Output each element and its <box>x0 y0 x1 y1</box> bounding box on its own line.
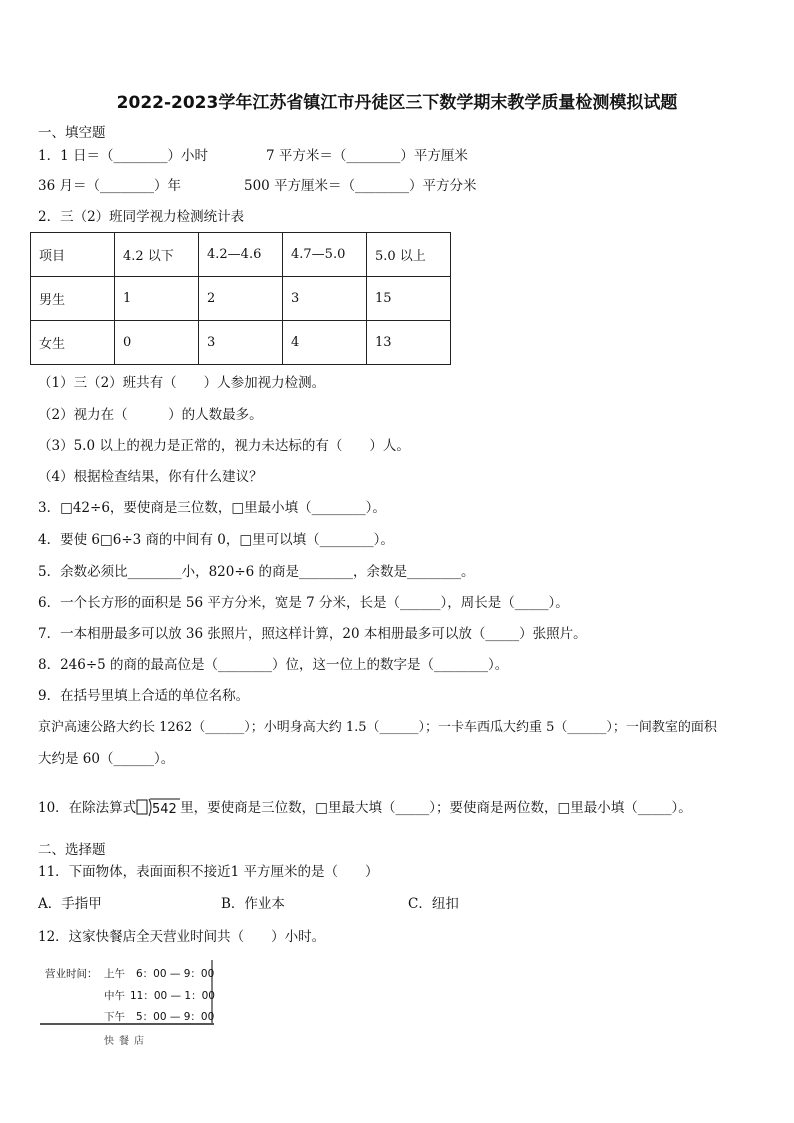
table-cell: 15 <box>367 277 451 321</box>
q10 <box>38 797 692 817</box>
hours-label: 营业时间： <box>45 968 98 980</box>
q11-option-b: B．作业本 <box>221 896 285 912</box>
section-choice: 二、选择题 <box>38 842 106 858</box>
q5: 5．余数必须比________小，820÷6 的商是________，余数是________。 <box>38 564 475 580</box>
q6: 6．一个长方形的面积是 56 平方分米，宽是 7 分米，长是（______），周长是（_____）。 <box>38 595 569 611</box>
table-cell: 2 <box>199 277 283 321</box>
q10-dividend: 542 <box>152 802 178 817</box>
table-header-cell: 4.2 以下 <box>115 233 199 277</box>
q3: 3．□42÷6，要使商是三位数，□里最小填（________）。 <box>38 500 386 516</box>
table-header-cell: 4.7—5.0 <box>283 233 367 277</box>
section-fill-in: 一、填空题 <box>38 125 106 141</box>
opening-hours-sign <box>40 960 214 1026</box>
table-cell: 0 <box>115 321 199 365</box>
hours-period: 下午 <box>104 1011 125 1023</box>
table-cell: 4 <box>283 321 367 365</box>
hours-period: 上午 <box>104 968 125 980</box>
q2-sub3: （3）5.0 以上的视力是正常的，视力未达标的有（ ）人。 <box>38 438 410 454</box>
q9-line2: 大约是 60（______）。 <box>38 751 175 767</box>
q1-part-b: 7 平方米＝（________）平方厘米 <box>266 148 468 164</box>
table-header-cell: 5.0 以上 <box>367 233 451 277</box>
hours-time: 5：00 — 9：00 <box>136 1011 215 1023</box>
table-cell: 13 <box>367 321 451 365</box>
q8: 8．246÷5 的商的最高位是（________）位，这一位上的数字是（________）。 <box>38 657 509 673</box>
q2-sub2: （2）视力在（ ）的人数最多。 <box>38 407 263 423</box>
q4: 4．要使 6□6÷3 商的中间有 0，□里可以填（________）。 <box>38 532 394 548</box>
q11-option-c: C．纽扣 <box>408 896 459 912</box>
table-row <box>31 277 451 321</box>
q1-part-d: 500 平方厘米＝（________）平方分米 <box>244 178 477 194</box>
table-cell: 3 <box>283 277 367 321</box>
q1-part-a: 1．1 日＝（________）小时 <box>38 148 208 164</box>
q1-part-c: 36 月＝（________）年 <box>38 178 181 194</box>
long-division-symbol <box>136 797 180 817</box>
hours-time: 6：00 — 9：00 <box>136 968 215 980</box>
q10-before: 10．在除法算式 <box>38 800 137 816</box>
q12: 12．这家快餐店全天营业时间共（ ）小时。 <box>38 929 326 945</box>
q11: 11．下面物体，表面面积不接近1 平方厘米的是（ ） <box>38 864 379 880</box>
q2-intro: 2．三（2）班同学视力检测统计表 <box>38 209 245 225</box>
q10-after: 里，要使商是三位数，□里最大填（_____）；要使商是两位数，□里最小填（_____）。 <box>180 800 692 816</box>
q11-option-a: A．手指甲 <box>38 896 102 912</box>
hours-time: 11：00 — 1：00 <box>130 990 215 1002</box>
table-cell: 女生 <box>31 321 115 365</box>
table-header-cell: 4.2—4.6 <box>199 233 283 277</box>
table-row <box>31 321 451 365</box>
q2-sub1: （1）三（2）班共有（ ）人参加视力检测。 <box>38 375 326 391</box>
table-header-row <box>31 233 451 277</box>
q9-line1: 京沪高速公路大约长 1262（______）；小明身高大约 1.5（______）；一卡车西瓜大约重 5（______）；一间教室的面积 <box>38 720 717 735</box>
q2-sub4: （4）根据检查结果，你有什么建议？ <box>38 469 263 485</box>
sign-caption: 快餐店 <box>104 1036 149 1047</box>
table-cell: 1 <box>115 277 199 321</box>
table-header-cell: 项目 <box>31 233 115 277</box>
vision-table <box>30 232 451 365</box>
page-title: 2022-2023学年江苏省镇江市丹徒区三下数学期末教学质量检测模拟试题 <box>116 93 678 113</box>
hours-period: 中午 <box>104 990 125 1002</box>
q7: 7．一本相册最多可以放 36 张照片，照这样计算，20 本相册最多可以放（_____）张照片。 <box>38 626 587 642</box>
table-cell: 男生 <box>31 277 115 321</box>
q9-intro: 9．在括号里填上合适的单位名称。 <box>38 688 250 704</box>
table-cell: 3 <box>199 321 283 365</box>
